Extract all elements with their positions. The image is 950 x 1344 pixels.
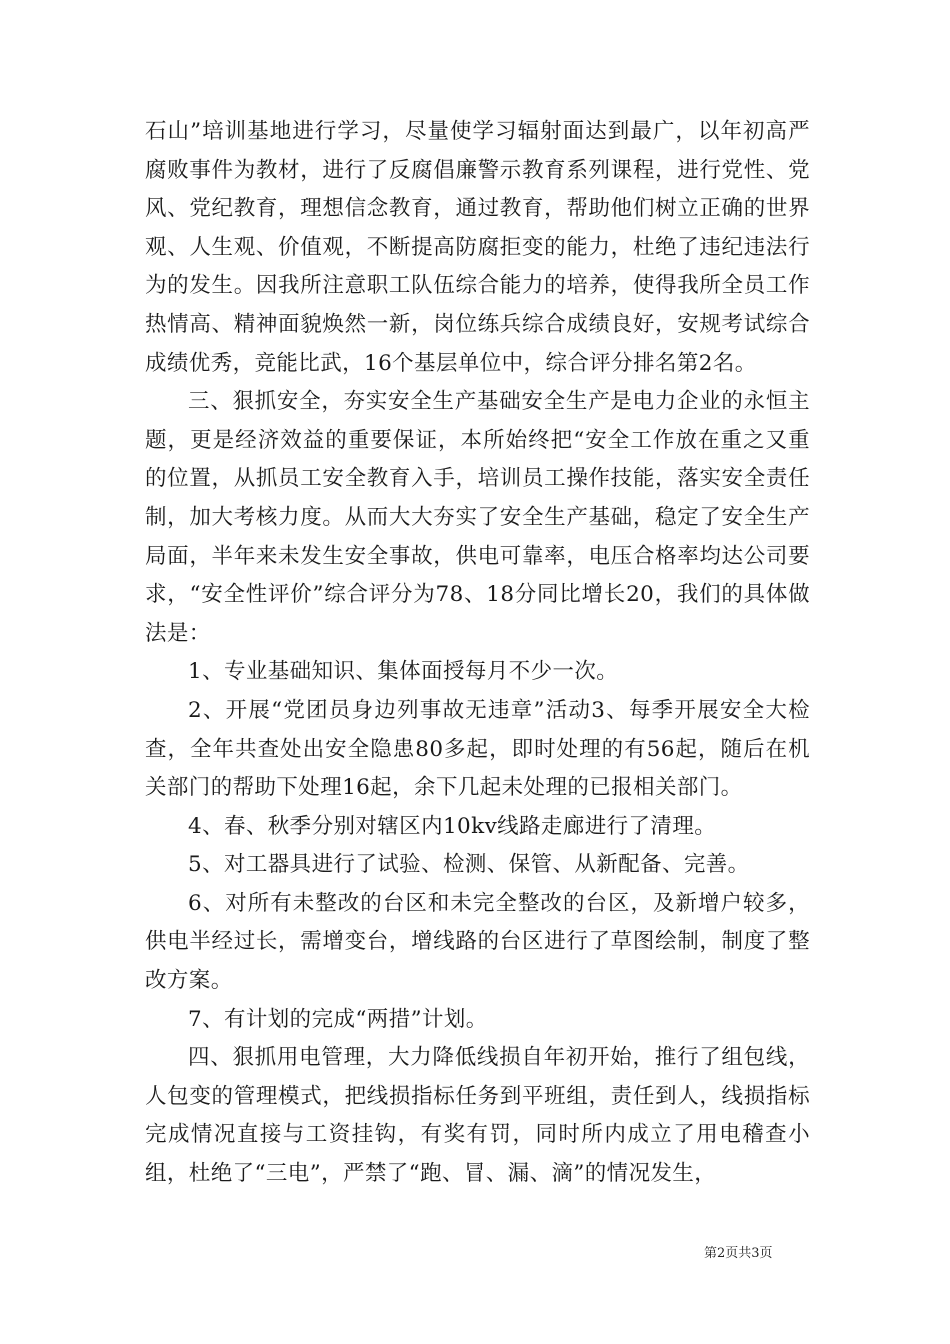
paragraph-8: 7、有计划的完成“两措”计划。 bbox=[188, 1006, 488, 1032]
paragraph-5: 4、春、秋季分别对辖区内10kv线路走廊进行了清理。 bbox=[188, 813, 717, 839]
document-body bbox=[145, 113, 810, 1194]
paragraph-9: 四、狠抓用电管理，大力降低线损自年初开始，推行了组包线，人包变的管理模式，把线损指标任务到平班组，责任到人，线损指标完成情况直接与工资挂钩，有奖有罚，同时所内成立了用电稽查小组，杜绝了“三电”，严禁了“跑、冒、漏、滴”的情况发生， bbox=[145, 1045, 810, 1187]
page-number-footer: 第2页共3页 bbox=[704, 1246, 773, 1261]
paragraph-7: 6、对所有未整改的台区和未完全整改的台区，及新增户较多，供电半经过长，需增变台，增线路的台区进行了草图绘制，制度了整改方案。 bbox=[145, 890, 810, 994]
paragraph-1: 石山”培训基地进行学习，尽量使学习辐射面达到最广，以年初高严腐败事件为教材，进行了反腐倡廉警示教育系列课程，进行党性、党风、党纪教育，理想信念教育，通过教育，帮助他们树立正确的世界观、人生观、价值观，不断提高防腐拒变的能力，杜绝了违纪违法行为的发生。因我所注意职工队伍综合能力的培养，使得我所全员工作热情高、精神面貌焕然一新，岗位练兵综合成绩良好，安规考试综合成绩优秀，竞能比武，16个基层单位中，综合评分排名第2名。 bbox=[145, 119, 810, 376]
paragraph-4: 2、开展“党团员身边列事故无违章”活动3、每季开展安全大检查，全年共查处出安全隐患80多起，即时处理的有56起，随后在机关部门的帮助下处理16起，余下几起未处理的已报相关部门。 bbox=[145, 697, 810, 801]
paragraph-2: 三、狠抓安全，夯实安全生产基础安全生产是电力企业的永恒主题，更是经济效益的重要保证，本所始终把“安全工作放在重之又重的位置，从抓员工安全教育入手，培训员工操作技能，落实安全责任制，加大考核力度。从而大大夯实了安全生产基础，稳定了安全生产局面，半年来未发生安全事故，供电可靠率，电压合格率均达公司要求，“安全性评价”综合评分为78、18分同比增长20，我们的具体做法是： bbox=[145, 389, 810, 646]
paragraph-3: 1、专业基础知识、集体面授每月不少一次。 bbox=[188, 659, 619, 685]
paragraph-6: 5、对工器具进行了试验、检测、保管、从新配备、完善。 bbox=[188, 852, 750, 878]
